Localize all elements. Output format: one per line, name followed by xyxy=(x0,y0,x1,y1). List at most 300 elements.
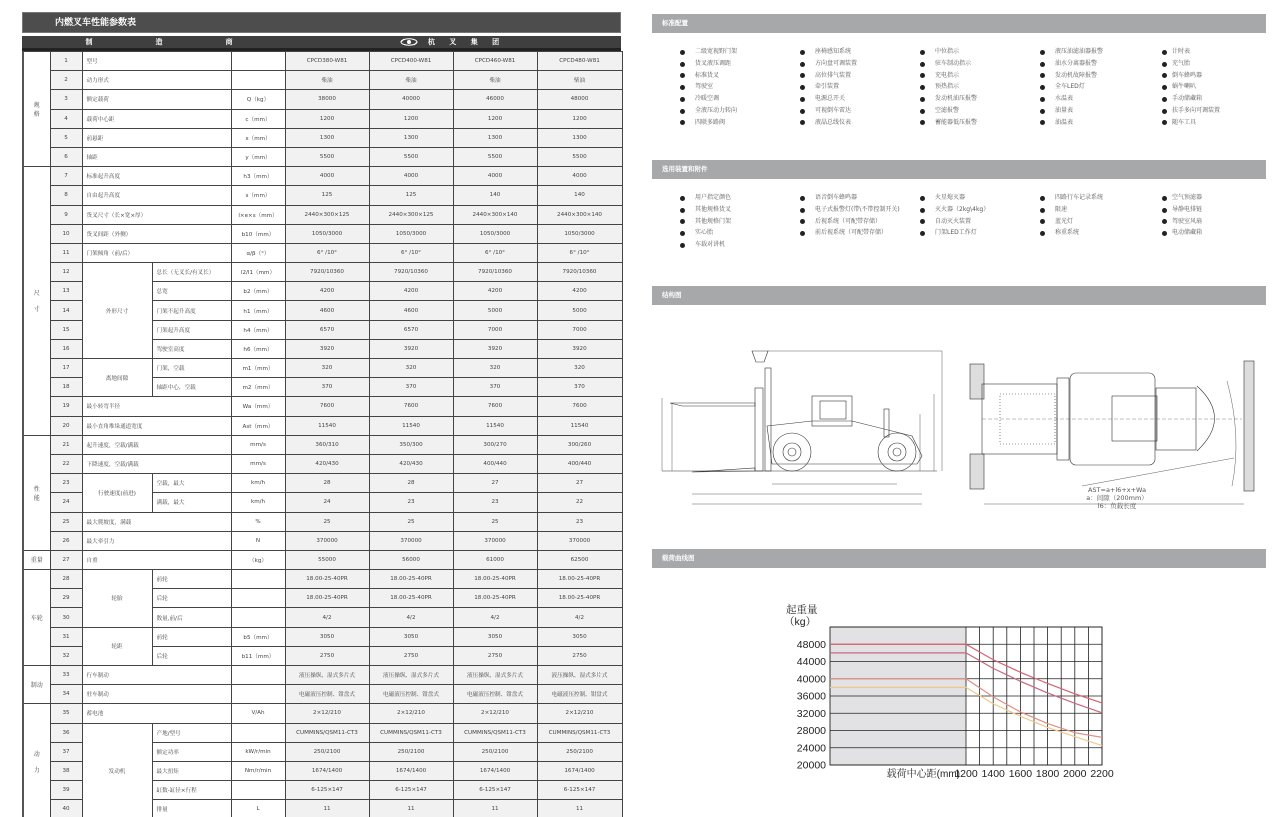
model-value: 液压操纵、湿式多片式 xyxy=(285,666,369,685)
config-item xyxy=(800,217,920,228)
model-value: 2440×300×140 xyxy=(537,205,622,224)
config-item xyxy=(800,82,920,93)
model-value: 2×12/210 xyxy=(537,704,622,723)
param-unit: % xyxy=(231,512,285,531)
bullet-icon xyxy=(800,196,805,201)
model-value: 18.00-25-40PR xyxy=(537,589,622,608)
model-value: 5000 xyxy=(453,301,537,320)
bullet-icon xyxy=(800,97,805,102)
hangcha-logo-icon xyxy=(400,38,418,46)
model-value: 1300 xyxy=(285,128,369,147)
bullet-icon xyxy=(1162,62,1167,67)
row-number: 4 xyxy=(50,109,82,128)
model-value: 6-125×147 xyxy=(453,781,537,800)
row-number: 20 xyxy=(50,416,82,435)
param-name: 门架起升高度 xyxy=(152,320,231,339)
bullet-icon xyxy=(800,109,805,114)
bullet-icon xyxy=(1040,97,1045,102)
config-item-label: 可视倒车雷达 xyxy=(815,106,852,114)
model-value: 1300 xyxy=(369,128,453,147)
model-value: 250/2100 xyxy=(537,742,622,761)
config-item xyxy=(680,94,800,105)
bullet-icon xyxy=(920,231,925,236)
model-value: 7000 xyxy=(537,320,622,339)
model-value: CPCD380-W81 xyxy=(285,52,369,71)
config-item-label: 其他规格门架 xyxy=(695,217,732,225)
model-value: 46000 xyxy=(453,90,537,109)
param-name: 驾驶室高度 xyxy=(152,339,231,358)
bullet-icon xyxy=(680,196,685,201)
model-value: 3050 xyxy=(285,627,369,646)
spec-row xyxy=(23,704,622,723)
param-name: 后轮 xyxy=(152,589,231,608)
config-item xyxy=(920,240,1040,251)
bullet-icon xyxy=(800,231,805,236)
param-unit: m2（mm） xyxy=(231,378,285,397)
config-item-label: 预热指示 xyxy=(935,83,960,91)
bullet-icon xyxy=(1040,219,1045,224)
model-value: 18.00-25-40PR xyxy=(285,589,369,608)
group-label-wheel: 车轮 xyxy=(23,570,50,666)
spec-row xyxy=(23,359,622,378)
row-number: 33 xyxy=(50,666,82,685)
model-value: 4200 xyxy=(369,282,453,301)
standard-config-list xyxy=(652,47,1266,128)
param-name: 下降速度，空载/满载 xyxy=(82,454,231,473)
model-value: 18.00-25-40PR xyxy=(453,570,537,589)
config-item xyxy=(920,94,1040,105)
config-item-label: 空气预滤器 xyxy=(1172,194,1203,201)
model-value: 23 xyxy=(369,493,453,512)
spec-row xyxy=(23,128,622,147)
y-axis-label: 起重量 xyxy=(786,604,818,616)
param-name: 总长（无叉长/有叉长） xyxy=(152,263,231,282)
config-item-label: 发动机故障报警 xyxy=(1055,71,1098,79)
bullet-icon xyxy=(1040,231,1045,236)
config-item-label: 蓄能器低压报警 xyxy=(935,118,978,126)
param-name: 轴距中心，空载 xyxy=(152,378,231,397)
model-value: 360/310 xyxy=(285,435,369,454)
row-number: 15 xyxy=(50,320,82,339)
bullet-icon xyxy=(680,109,685,114)
model-value: 25 xyxy=(285,512,369,531)
spec-row xyxy=(23,147,622,166)
config-item-label: 电动储藏箱 xyxy=(1172,229,1203,237)
bullet-icon xyxy=(920,109,925,114)
config-item xyxy=(680,193,800,204)
row-number: 30 xyxy=(50,608,82,627)
top-view-drawing xyxy=(970,361,1254,504)
config-item-label: 门架LED工作灯 xyxy=(935,229,977,237)
param-name: 排量 xyxy=(152,800,231,817)
row-number: 1 xyxy=(50,52,82,71)
model-value: 28 xyxy=(369,474,453,493)
model-value: 7600 xyxy=(285,397,369,416)
config-item-label: 牵引装置 xyxy=(815,83,840,91)
model-value: 22 xyxy=(537,493,622,512)
bullet-icon xyxy=(800,219,805,224)
config-item-label: 液压油滤油器报警 xyxy=(1055,48,1104,55)
model-value: 11540 xyxy=(453,416,537,435)
standard-config-section xyxy=(652,14,1266,128)
param-name: 最大爬坡度，满载 xyxy=(82,512,231,531)
config-item xyxy=(1040,217,1162,228)
model-value: 6570 xyxy=(285,320,369,339)
bullet-icon xyxy=(680,50,685,55)
model-value: 370 xyxy=(453,378,537,397)
param-unit: b5（mm） xyxy=(231,627,285,646)
param-name: 前悬距 xyxy=(82,128,231,147)
param-name: 标准起升高度 xyxy=(82,167,231,186)
row-number: 16 xyxy=(50,339,82,358)
config-item xyxy=(680,228,800,239)
optional-config-list xyxy=(652,193,1266,251)
spec-row xyxy=(23,723,622,742)
config-item xyxy=(1162,94,1280,105)
bullet-icon xyxy=(800,85,805,90)
param-unit: mm/s xyxy=(231,454,285,473)
bullet-icon xyxy=(680,85,685,90)
config-item xyxy=(680,205,800,216)
bullet-icon xyxy=(1162,196,1167,201)
model-value: 370 xyxy=(285,378,369,397)
config-item-label: 全车LED灯 xyxy=(1055,83,1085,91)
config-item xyxy=(1162,228,1280,239)
bullet-icon xyxy=(1040,109,1045,114)
config-item-label: 电源总开关 xyxy=(815,95,846,103)
config-item xyxy=(680,59,800,70)
param-unit xyxy=(231,781,285,800)
param-name: 数量,前/后 xyxy=(152,608,231,627)
model-value: 电磁液压控制、钳盘式 xyxy=(285,685,369,704)
config-item xyxy=(1040,118,1162,129)
model-value: 7600 xyxy=(537,397,622,416)
config-item xyxy=(800,240,920,251)
bullet-icon xyxy=(1162,120,1167,125)
model-value: 7000 xyxy=(453,320,537,339)
model-value: 18.00-25-40PR xyxy=(369,589,453,608)
model-value: 1050/3000 xyxy=(537,224,622,243)
model-value: 23 xyxy=(453,493,537,512)
param-name: 起升速度，空载/满载 xyxy=(82,435,231,454)
row-number: 28 xyxy=(50,570,82,589)
param-unit: V/Ah xyxy=(231,704,285,723)
model-value: 液压操纵、湿式多片式 xyxy=(369,666,453,685)
row-number: 8 xyxy=(50,186,82,205)
model-value: 300/260 xyxy=(537,435,622,454)
param-unit xyxy=(231,685,285,704)
config-item xyxy=(680,47,800,58)
model-value: 3920 xyxy=(453,339,537,358)
model-value: 27 xyxy=(537,474,622,493)
config-item xyxy=(1162,240,1280,251)
config-item-label: 驾驶室 xyxy=(695,83,714,91)
model-value: 4200 xyxy=(453,282,537,301)
spec-row xyxy=(23,474,622,493)
config-item-label: 驾驶室风扇 xyxy=(1172,217,1203,225)
bullet-icon xyxy=(680,97,685,102)
model-value: 2440×300×125 xyxy=(285,205,369,224)
config-item xyxy=(920,228,1040,239)
param-name: 蓄电池 xyxy=(82,704,231,723)
model-value: 61000 xyxy=(453,550,537,569)
model-value: CUMMINS/QSM11-CT3 xyxy=(285,723,369,742)
bullet-icon xyxy=(1040,120,1045,125)
param-unit: h1（mm） xyxy=(231,301,285,320)
model-value: 3050 xyxy=(369,627,453,646)
model-value: 420/430 xyxy=(369,454,453,473)
row-number: 22 xyxy=(50,454,82,473)
config-item xyxy=(1040,82,1162,93)
config-item xyxy=(1040,106,1162,117)
model-value: 7920/10360 xyxy=(537,263,622,282)
config-item-label: 充电指示 xyxy=(935,71,960,79)
param-unit: km/h xyxy=(231,493,285,512)
model-value: 4600 xyxy=(369,301,453,320)
model-value: 电磁液压控制、钳盘式 xyxy=(537,685,622,704)
config-item-label: 发动机油压报警 xyxy=(935,95,978,103)
row-number: 29 xyxy=(50,589,82,608)
bullet-icon xyxy=(680,231,685,236)
model-value: 370000 xyxy=(369,531,453,550)
bullet-icon xyxy=(1040,62,1045,67)
config-item xyxy=(920,106,1040,117)
bullet-icon xyxy=(800,120,805,125)
config-item-label: 四联多路阀 xyxy=(695,118,726,126)
param-name: 满载，最大 xyxy=(152,493,231,512)
subgroup-label-track: 轮距 xyxy=(82,627,152,665)
standard-config-title: 标准配置 xyxy=(652,14,1266,33)
spec-row xyxy=(23,205,622,224)
clearance-note: a：间隙（200mm） xyxy=(1086,494,1148,502)
group-label-spec: 规 格 xyxy=(23,52,50,167)
row-number: 7 xyxy=(50,167,82,186)
bullet-icon xyxy=(920,196,925,201)
param-unit: h6（mm） xyxy=(231,339,285,358)
model-value: 250/2100 xyxy=(453,742,537,761)
spec-row xyxy=(23,685,622,704)
model-value: 320 xyxy=(537,359,622,378)
x-tick-label: 2000 xyxy=(1063,768,1087,780)
param-name: 型号 xyxy=(82,52,231,71)
bullet-icon xyxy=(920,97,925,102)
param-name: 后轮 xyxy=(152,646,231,665)
param-unit xyxy=(231,666,285,685)
param-unit: h4（mm） xyxy=(231,320,285,339)
param-unit: l2/l1（mm） xyxy=(231,263,285,282)
bullet-icon xyxy=(1040,50,1045,55)
model-value: CPCD460-W81 xyxy=(453,52,537,71)
model-value: 5500 xyxy=(285,147,369,166)
param-unit: b10（mm） xyxy=(231,224,285,243)
model-value: 40000 xyxy=(369,90,453,109)
config-item-label: 冷暖空调 xyxy=(695,95,720,103)
model-value: 6-125×147 xyxy=(369,781,453,800)
param-unit: Ast（mm） xyxy=(231,416,285,435)
config-item xyxy=(920,47,1040,58)
param-name: 门架不起升高度 xyxy=(152,301,231,320)
row-number: 10 xyxy=(50,224,82,243)
config-item-label: 驻车制动指示 xyxy=(935,59,972,67)
config-item-label: 蓝光灯 xyxy=(1055,217,1074,225)
config-item-label: 中位指示 xyxy=(935,48,960,55)
model-value: 320 xyxy=(285,359,369,378)
row-number: 35 xyxy=(50,704,82,723)
model-value: 7920/10360 xyxy=(285,263,369,282)
model-value: 6° /10° xyxy=(369,243,453,262)
row-number: 9 xyxy=(50,205,82,224)
config-item xyxy=(1162,217,1280,228)
model-value: 1674/1400 xyxy=(285,761,369,780)
config-item xyxy=(1162,106,1280,117)
model-value: 370000 xyxy=(537,531,622,550)
param-unit: b11（mm） xyxy=(231,646,285,665)
model-value: 1674/1400 xyxy=(537,761,622,780)
config-item xyxy=(800,193,920,204)
param-unit: h3（mm） xyxy=(231,167,285,186)
model-value: 11 xyxy=(537,800,622,817)
param-name: 缸数-缸径×行程 xyxy=(152,781,231,800)
brand-label: 杭 叉 集 团 xyxy=(427,38,506,46)
param-unit: b2（mm） xyxy=(231,282,285,301)
model-value: 48000 xyxy=(537,90,622,109)
spec-row xyxy=(23,550,622,569)
bullet-icon xyxy=(1162,208,1167,213)
spec-row xyxy=(23,243,622,262)
model-value: 400/440 xyxy=(537,454,622,473)
model-value: 液压操纵、湿式多片式 xyxy=(537,666,622,685)
model-value: 320 xyxy=(369,359,453,378)
model-value: 7920/10360 xyxy=(369,263,453,282)
row-number: 11 xyxy=(50,243,82,262)
config-item-label: 限速 xyxy=(1055,205,1068,213)
param-unit: x（mm） xyxy=(231,128,285,147)
row-number: 26 xyxy=(50,531,82,550)
param-name: 驻车制动 xyxy=(82,685,231,704)
param-unit: l×e×s（mm） xyxy=(231,205,285,224)
config-item xyxy=(680,217,800,228)
param-name: 自由起升高度 xyxy=(82,186,231,205)
row-number: 36 xyxy=(50,723,82,742)
bullet-icon xyxy=(680,73,685,78)
model-value: CUMMINS/QSM11-CT3 xyxy=(537,723,622,742)
model-value: 2×12/210 xyxy=(285,704,369,723)
model-value: 140 xyxy=(537,186,622,205)
param-name: 门架，空载 xyxy=(152,359,231,378)
param-unit: α/β（°） xyxy=(231,243,285,262)
model-value: 370000 xyxy=(285,531,369,550)
row-number: 3 xyxy=(50,90,82,109)
model-value: 2750 xyxy=(537,646,622,665)
y-tick-label: 20000 xyxy=(796,759,826,772)
param-unit xyxy=(231,52,285,71)
y-tick-label: 40000 xyxy=(796,673,826,686)
model-value: 柴油 xyxy=(453,71,537,90)
row-number: 19 xyxy=(50,397,82,416)
spec-row xyxy=(23,263,622,282)
bullet-icon xyxy=(680,208,685,213)
x-axis-label: 载荷中心距(mm) xyxy=(886,769,960,780)
model-value: 电磁液压控制、钳盘式 xyxy=(369,685,453,704)
row-number: 34 xyxy=(50,685,82,704)
param-name: 轴距 xyxy=(82,147,231,166)
model-value: 电磁液压控制、钳盘式 xyxy=(453,685,537,704)
model-value: 2440×300×140 xyxy=(453,205,537,224)
model-value: 1050/3000 xyxy=(453,224,537,243)
model-value: CUMMINS/QSM11-CT3 xyxy=(369,723,453,742)
row-number: 40 xyxy=(50,800,82,817)
model-value: 56000 xyxy=(369,550,453,569)
model-value: 320 xyxy=(453,359,537,378)
bullet-icon xyxy=(920,219,925,224)
bullet-icon xyxy=(920,120,925,125)
bullet-icon xyxy=(800,208,805,213)
config-item-label: 随车工具 xyxy=(1172,118,1197,126)
model-value: 1674/1400 xyxy=(453,761,537,780)
param-name: 前轮 xyxy=(152,570,231,589)
model-value: 11 xyxy=(285,800,369,817)
config-item xyxy=(1162,118,1280,129)
config-item-label: 扶手多向可调装置 xyxy=(1172,106,1221,114)
group-label-dim: 尺 寸 xyxy=(23,167,50,436)
config-item xyxy=(920,217,1040,228)
param-name: 货叉尺寸（长×宽×厚） xyxy=(82,205,231,224)
param-name: 行车制动 xyxy=(82,666,231,685)
model-value: 18.00-25-40PR xyxy=(285,570,369,589)
config-item-label: 水温表 xyxy=(1055,95,1074,103)
bullet-icon xyxy=(1162,85,1167,90)
model-value: 柴油 xyxy=(537,71,622,90)
config-item xyxy=(800,205,920,216)
param-name: 门架倾角（前/后） xyxy=(82,243,231,262)
config-item xyxy=(1040,47,1162,58)
spec-row xyxy=(23,52,622,71)
model-value: 2×12/210 xyxy=(453,704,537,723)
param-unit: s（mm） xyxy=(231,186,285,205)
y-tick-label: 44000 xyxy=(796,656,826,668)
manufacturer-header xyxy=(22,36,621,51)
model-value: 23 xyxy=(537,512,622,531)
load-curve-section xyxy=(652,549,1266,780)
model-value: 140 xyxy=(453,186,537,205)
bullet-icon xyxy=(1162,219,1167,224)
group-label-weight: 重量 xyxy=(23,550,50,569)
param-unit: mm/s xyxy=(231,435,285,454)
subgroup-label-clearance: 离地间隙 xyxy=(82,359,152,397)
config-item-label: 油水分离器报警 xyxy=(1055,59,1098,67)
config-item-label: 车载对讲机 xyxy=(695,241,726,249)
spec-row xyxy=(23,454,622,473)
param-name: 额定功率 xyxy=(152,742,231,761)
config-item xyxy=(800,228,920,239)
config-item-label: 高位排气装置 xyxy=(815,71,852,79)
model-value: 2750 xyxy=(453,646,537,665)
model-value: 6-125×147 xyxy=(537,781,622,800)
model-value: 1200 xyxy=(369,109,453,128)
model-value: 18.00-25-40PR xyxy=(537,570,622,589)
config-item xyxy=(800,118,920,129)
config-item-label: 四路行车记录系统 xyxy=(1055,194,1104,201)
model-value: 11 xyxy=(453,800,537,817)
ast-formula-line: AST=a+l6+x+Wa xyxy=(1087,486,1147,494)
model-value: 5500 xyxy=(537,147,622,166)
spec-row xyxy=(23,512,622,531)
param-name: 最小直角堆垛通道宽度 xyxy=(82,416,231,435)
config-item-label: 方向盘可调装置 xyxy=(815,59,858,67)
config-item xyxy=(1162,71,1280,82)
brand-header xyxy=(284,37,621,47)
param-unit xyxy=(231,71,285,90)
